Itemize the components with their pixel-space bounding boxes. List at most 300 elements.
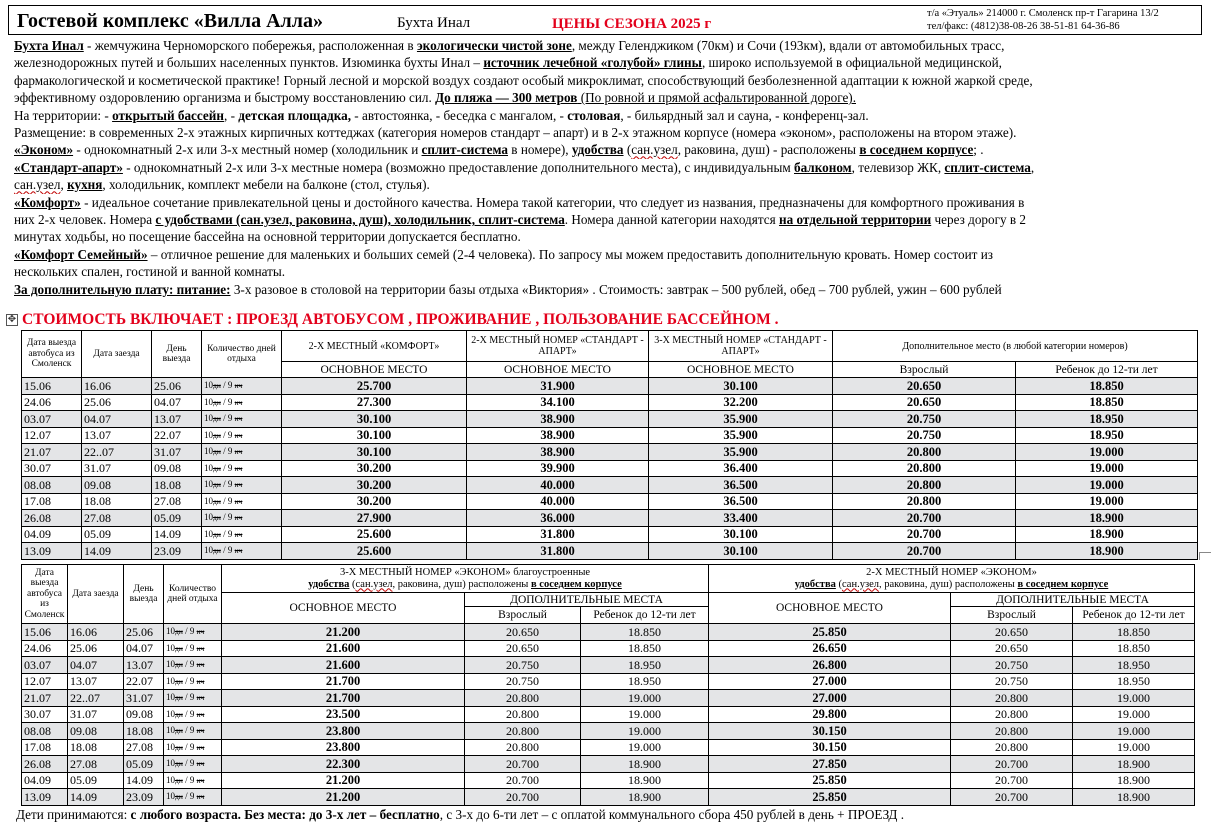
table-row	[22, 624, 1195, 641]
text: удобства	[794, 578, 836, 590]
days-unit: дн	[175, 709, 183, 719]
days-separator: / 9	[220, 396, 235, 407]
text: через дорогу в 2	[931, 212, 1027, 228]
price-cell: 40.000	[467, 477, 649, 494]
text: На территории: -	[14, 107, 113, 123]
days-count: 10	[166, 692, 175, 702]
price-cell: 33.400	[649, 510, 833, 527]
price-cell: 20.650	[465, 640, 581, 657]
days-separator: / 9	[182, 758, 197, 768]
table-row	[22, 739, 1195, 756]
price-cell: 20.750	[833, 411, 1016, 428]
date-cell: 09.08	[68, 723, 124, 740]
price-cell: 18.900	[1016, 526, 1198, 543]
date-cell: 25.06	[68, 640, 124, 657]
text: сан.узел	[631, 142, 678, 158]
price-cell: 20.800	[951, 739, 1073, 756]
days-separator: / 9	[220, 462, 235, 473]
days-separator: / 9	[220, 512, 235, 522]
date-cell: 22..07	[68, 690, 124, 707]
price-cell: 20.700	[951, 789, 1073, 806]
days-count: 10	[204, 413, 213, 423]
table-row	[22, 378, 1198, 395]
days-cell	[202, 411, 282, 428]
header-adult: Взрослый	[833, 362, 1016, 378]
price-cell: 21.700	[222, 690, 465, 707]
text: удобства	[571, 142, 624, 158]
price-cell: 30.100	[282, 411, 467, 428]
days-separator: / 9	[220, 446, 235, 456]
header-main-place: ОСНОВНОЕ МЕСТО	[222, 593, 465, 624]
nights-unit: нч	[196, 693, 205, 702]
price-cell: 40.000	[467, 493, 649, 510]
price-cell: 30.100	[649, 526, 833, 543]
text: (	[349, 578, 356, 590]
days-unit: дн	[213, 463, 221, 473]
days-unit: дн	[213, 430, 221, 440]
days-cell	[164, 706, 222, 723]
date-cell: 03.07	[22, 411, 82, 428]
date-cell: 15.06	[22, 378, 82, 395]
text: , раковина, душ) - расположены	[677, 142, 860, 158]
price-cell: 20.650	[951, 624, 1073, 641]
price-cell: 30.200	[282, 460, 467, 477]
nights-unit: нч	[234, 463, 243, 473]
nights-unit: нч	[196, 643, 205, 653]
text: ,	[1030, 159, 1035, 175]
price-cell: 19.000	[1073, 690, 1195, 707]
date-cell: 04.09	[22, 772, 68, 789]
date-cell: 04.07	[152, 394, 202, 411]
price-cell: 19.000	[581, 690, 709, 707]
date-cell: 05.09	[82, 526, 152, 543]
price-cell: 20.650	[465, 624, 581, 641]
days-count: 10	[166, 642, 175, 653]
days-count: 10	[204, 446, 213, 456]
price-cell: 20.800	[833, 444, 1016, 461]
date-cell: 31.07	[124, 690, 164, 707]
nights-unit: нч	[196, 627, 205, 636]
agency-address: т/а «Этуаль» 214000 г. Смоленск пр-т Гагарина 13/2	[927, 8, 1159, 19]
text: в соседнем корпусе	[531, 578, 622, 590]
header-days: Количество дней отдыха	[164, 565, 222, 624]
text: источник лечебной «голубой» глины	[483, 55, 702, 71]
children-policy	[16, 807, 904, 823]
header-main-place: ОСНОВНОЕ МЕСТО	[709, 593, 951, 624]
days-cell	[202, 444, 282, 461]
header-departure: Дата выезда автобуса из Смоленск	[22, 565, 68, 624]
price-cell: 25.700	[282, 378, 467, 395]
agency-phone: тел/факс: (4812)38-08-26 38-51-81 64-36-86	[927, 21, 1120, 32]
text: в соседнем корпусе	[1017, 578, 1109, 590]
table-header-row	[22, 331, 1198, 362]
date-cell: 30.07	[22, 706, 68, 723]
header-checkout: День выезда	[124, 565, 164, 624]
nights-unit: нч	[196, 759, 205, 768]
econom-amenities	[224, 579, 706, 591]
price-cell: 39.900	[467, 460, 649, 477]
header-standard-2: 2-Х МЕСТНЫЙ НОМЕР «СТАНДАРТ - АПАРТ»	[467, 331, 649, 362]
days-separator: / 9	[220, 528, 235, 539]
nights-unit: нч	[196, 676, 205, 686]
price-cell: 29.800	[709, 706, 951, 723]
text: экологически чистой зоне	[416, 38, 572, 53]
days-count: 10	[166, 774, 175, 785]
price-cell: 30.100	[649, 543, 833, 560]
date-cell: 18.08	[68, 739, 124, 756]
price-cell: 20.650	[833, 394, 1016, 411]
price-cell: 20.700	[465, 789, 581, 806]
date-cell: 22.07	[152, 427, 202, 444]
intro-text	[14, 37, 1200, 298]
text: , - бильярдный зал и сауна, - конференц-зал.	[620, 107, 869, 123]
days-cell	[202, 460, 282, 477]
price-cell: 36.500	[649, 477, 833, 494]
text: сан.узел	[14, 177, 61, 193]
price-cell: 36.000	[467, 510, 649, 527]
price-cell: 20.700	[833, 526, 1016, 543]
price-cell: 27.000	[709, 673, 951, 690]
days-cell	[202, 427, 282, 444]
price-cell: 20.650	[951, 640, 1073, 657]
days-separator: / 9	[182, 774, 197, 785]
price-cell: 38.900	[467, 427, 649, 444]
price-cell: 20.800	[951, 690, 1073, 707]
nights-unit: нч	[234, 414, 243, 423]
days-separator: / 9	[182, 692, 197, 702]
text: удобства	[308, 578, 350, 590]
price-cell: 20.700	[833, 543, 1016, 560]
date-cell: 26.08	[22, 510, 82, 527]
intro-line: фармакологической и косметической практике! Горный лесной и морской воздух создают особый микроклимат, способствующий безболезненной адаптации к южной жаркой среде,	[14, 72, 1033, 88]
header-arrival: Дата заезда	[82, 331, 152, 378]
nights-unit: нч	[234, 496, 243, 506]
price-cell: 23.800	[222, 739, 465, 756]
table-row	[22, 789, 1195, 806]
days-cell	[164, 789, 222, 806]
text: - однокомнатный 2-х или 3-х местный номер (холодильник и	[73, 142, 422, 158]
table-row	[22, 756, 1195, 773]
text: - автостоянка, - беседка с мангалом, -	[351, 107, 568, 123]
days-cell	[202, 526, 282, 543]
date-cell: 13.07	[124, 657, 164, 674]
table-row	[22, 673, 1195, 690]
days-unit: дн	[175, 627, 183, 636]
price-cell: 20.800	[951, 723, 1073, 740]
price-cell: 26.650	[709, 640, 951, 657]
price-cell: 20.800	[465, 739, 581, 756]
text: , холодильник, комплект мебели на балконе (стол, стулья).	[102, 177, 430, 193]
table-row	[22, 460, 1198, 477]
date-cell: 25.06	[124, 624, 164, 641]
page-corner-mark	[1199, 552, 1211, 560]
price-cell: 35.900	[649, 427, 833, 444]
days-separator: / 9	[182, 741, 197, 752]
text: 3-х разовое в столовой на территории базы отдыха «Виктория» . Стоимость: завтрак – 500 рублей, обед – 700 рублей, ужин – 600 рублей	[230, 281, 1002, 297]
nights-unit: нч	[234, 513, 243, 522]
text: - идеальное сочетание привлекательной цены и достойного качества. Номера такой категории, что следует из названия, предназначены для комфортного проживания в	[80, 194, 1025, 210]
date-cell: 03.07	[22, 657, 68, 674]
location-subtitle: Бухта Инал	[397, 15, 471, 31]
days-unit: дн	[175, 643, 183, 653]
intro-line: минутах ходьбы, но посещение бассейна на основной территории допускается бесплатно.	[14, 229, 521, 245]
days-unit: дн	[213, 447, 221, 456]
text: кухня	[67, 177, 103, 193]
text: открытый бассейн	[112, 107, 224, 123]
season-label: ЦЕНЫ СЕЗОНА 2025 г	[552, 16, 712, 32]
days-separator: / 9	[182, 725, 197, 735]
days-separator: / 9	[220, 413, 235, 423]
days-count: 10	[204, 380, 213, 390]
header-departure: Дата выезда автобуса из Смоленск	[22, 331, 82, 378]
days-unit: дн	[213, 381, 221, 390]
price-cell: 20.800	[465, 706, 581, 723]
date-cell: 05.09	[152, 510, 202, 527]
date-cell: 16.06	[82, 378, 152, 395]
days-count: 10	[166, 626, 175, 636]
price-cell: 25.600	[282, 526, 467, 543]
header-adult: Взрослый	[951, 607, 1073, 624]
date-cell: 18.08	[124, 723, 164, 740]
days-unit: дн	[175, 660, 183, 669]
price-cell: 31.800	[467, 543, 649, 560]
price-cell: 20.800	[833, 460, 1016, 477]
nights-unit: нч	[234, 546, 243, 555]
days-separator: / 9	[182, 642, 197, 653]
price-cell: 18.850	[1073, 640, 1195, 657]
price-cell: 20.800	[833, 477, 1016, 494]
text: , широко используемой в официальной медицинской,	[701, 55, 1002, 71]
price-cell: 18.850	[581, 624, 709, 641]
price-cell: 31.800	[467, 526, 649, 543]
table-header-row	[22, 565, 1195, 593]
header-main-place: ОСНОВНОЕ МЕСТО	[467, 362, 649, 378]
price-cell: 20.700	[465, 756, 581, 773]
price-cell: 30.200	[282, 493, 467, 510]
table-row	[22, 640, 1195, 657]
page-title: Гостевой комплекс «Вилла Алла»	[17, 10, 323, 32]
price-cell: 19.000	[1016, 460, 1198, 477]
days-unit: дн	[175, 676, 183, 686]
header-comfort: 2-Х МЕСТНЫЙ «КОМФОРТ»	[282, 331, 467, 362]
text: 2-Х МЕСТНЫЙ НОМЕР «ЭКОНОМ»	[866, 566, 1037, 578]
price-cell: 21.200	[222, 772, 465, 789]
price-cell: 20.800	[951, 706, 1073, 723]
days-separator: / 9	[220, 429, 235, 440]
nights-unit: нч	[234, 529, 243, 539]
table-row	[22, 427, 1198, 444]
date-cell: 26.08	[22, 756, 68, 773]
days-cell	[202, 394, 282, 411]
price-cell: 19.000	[581, 706, 709, 723]
price-cell: 18.850	[1016, 378, 1198, 395]
days-cell	[164, 657, 222, 674]
nights-unit: нч	[196, 742, 205, 752]
text: , раковина, душ) расположены	[879, 578, 1018, 590]
nights-unit: нч	[196, 792, 205, 801]
table-row	[22, 706, 1195, 723]
price-cell: 18.900	[1016, 510, 1198, 527]
date-cell: 12.07	[22, 427, 82, 444]
days-cell	[164, 756, 222, 773]
table-row	[22, 526, 1198, 543]
text: (	[623, 142, 632, 158]
date-cell: 13.09	[22, 789, 68, 806]
days-count: 10	[204, 396, 213, 407]
days-separator: / 9	[182, 675, 197, 686]
text: сан.узел	[355, 578, 393, 590]
intro-line	[14, 37, 1200, 54]
days-unit: дн	[213, 397, 221, 407]
text: них 2-х человек. Номера	[14, 212, 156, 228]
nights-unit: нч	[196, 775, 205, 785]
accommodation-line: Размещение: в современных 2-х этажных кирпичных коттеджах (категория номеров стандарт – апарт) и в 2-х этажном корпусе (номера «эконом», расположены на втором этаже).	[14, 125, 1017, 141]
date-cell: 09.08	[82, 477, 152, 494]
days-unit: дн	[175, 792, 183, 801]
text: За дополнительную плату: питание:	[14, 281, 231, 297]
price-table-main	[21, 330, 1198, 560]
date-cell: 13.09	[22, 543, 82, 560]
amenities-line	[14, 107, 1200, 124]
days-unit: дн	[213, 480, 221, 489]
date-cell: 04.07	[124, 640, 164, 657]
nights-unit: нч	[196, 726, 205, 735]
text: - однокомнатный 2-х или 3-х местные номера (возможно предоставление дополнительного места), с индивидуальным	[122, 159, 794, 175]
intro-line	[14, 176, 1200, 193]
days-cell	[202, 493, 282, 510]
price-cell: 18.950	[1016, 427, 1198, 444]
price-cell: 20.800	[465, 690, 581, 707]
days-unit: дн	[175, 759, 183, 768]
text: железнодорожных путей и больших населенных пунктов. Изюминка бухты Инал –	[14, 55, 484, 71]
price-cell: 20.750	[951, 673, 1073, 690]
text: в номере),	[508, 142, 572, 158]
nights-unit: нч	[234, 381, 243, 390]
price-cell: 19.000	[1073, 706, 1195, 723]
price-cell: 22.300	[222, 756, 465, 773]
days-cell	[164, 772, 222, 789]
date-cell: 18.08	[152, 477, 202, 494]
price-cell: 30.100	[649, 378, 833, 395]
date-cell: 14.09	[68, 789, 124, 806]
date-cell: 04.07	[68, 657, 124, 674]
table-row	[22, 657, 1195, 674]
price-cell: 18.900	[1073, 756, 1195, 773]
text: , между Геленджиком (70км) и Сочи (193км), вдали от автомобильных трасс,	[571, 38, 1005, 53]
move-handle-icon[interactable]: ✥	[7, 314, 17, 325]
header-child: Ребенок до 12-ти лет	[581, 607, 709, 624]
days-count: 10	[204, 495, 213, 506]
price-cell: 19.000	[1073, 723, 1195, 740]
text: «Стандарт-апарт»	[14, 159, 123, 175]
price-cell: 20.700	[951, 772, 1073, 789]
text: ; .	[973, 142, 984, 158]
price-cell: 30.100	[282, 427, 467, 444]
price-cell: 18.900	[581, 772, 709, 789]
price-cell: 18.950	[581, 673, 709, 690]
price-cell: 21.200	[222, 624, 465, 641]
text: сплит-система	[944, 159, 1031, 175]
date-cell: 15.06	[22, 624, 68, 641]
date-cell: 17.08	[22, 739, 68, 756]
date-cell: 13.07	[152, 411, 202, 428]
price-cell: 20.800	[833, 493, 1016, 510]
days-separator: / 9	[220, 380, 235, 390]
table-row	[22, 444, 1198, 461]
price-cell: 30.150	[709, 739, 951, 756]
date-cell: 08.08	[22, 723, 68, 740]
price-cell: 18.950	[581, 657, 709, 674]
price-cell: 25.850	[709, 624, 951, 641]
price-cell: 27.000	[709, 690, 951, 707]
date-cell: 27.08	[152, 493, 202, 510]
days-cell	[202, 510, 282, 527]
date-cell: 14.09	[124, 772, 164, 789]
date-cell: 08.08	[22, 477, 82, 494]
text: - жемчужина Черноморского побережья, расположенная в	[83, 38, 417, 53]
table-row	[22, 543, 1198, 560]
days-cell	[202, 477, 282, 494]
meals-line	[14, 281, 1200, 298]
nights-unit: нч	[234, 430, 243, 440]
date-cell: 05.09	[68, 772, 124, 789]
price-cell: 21.600	[222, 640, 465, 657]
days-unit: дн	[213, 414, 221, 423]
table-row	[22, 772, 1195, 789]
beach-distance: До пляжа — 300 метров	[435, 90, 578, 106]
days-unit: дн	[175, 726, 183, 735]
days-separator: / 9	[220, 495, 235, 506]
bay-name: Бухта Инал	[14, 38, 84, 53]
price-cell: 21.200	[222, 789, 465, 806]
date-cell: 31.07	[152, 444, 202, 461]
document-header	[8, 5, 1202, 35]
date-cell: 24.06	[22, 640, 68, 657]
date-cell: 17.08	[22, 493, 82, 510]
econom-amenities	[711, 579, 1192, 591]
days-separator: / 9	[182, 626, 197, 636]
date-cell: 23.09	[152, 543, 202, 560]
text: , с 3-х до 6-ти лет – с оплатой коммунального сбора 450 рублей в день + ПРОЕЗД .	[439, 807, 905, 822]
price-table-econom-body	[22, 624, 1195, 806]
days-count: 10	[204, 512, 213, 522]
table-row	[22, 690, 1195, 707]
days-count: 10	[204, 479, 213, 489]
nights-unit: нч	[234, 397, 243, 407]
text: «Эконом»	[14, 142, 74, 158]
price-cell: 34.100	[467, 394, 649, 411]
price-cell: 32.200	[649, 394, 833, 411]
cost-heading-text: СТОИМОСТЬ ВКЛЮЧАЕТ : ПРОЕЗД АВТОБУСОМ , ПРОЖИВАНИЕ , ПОЛЬЗОВАНИЕ БАССЕЙНОМ .	[22, 311, 779, 328]
header-child: Ребенок до 12-ти лет	[1016, 362, 1198, 378]
date-cell: 13.07	[82, 427, 152, 444]
price-cell: 18.900	[1016, 543, 1198, 560]
text: сан.узел	[842, 578, 879, 590]
header-main-place: ОСНОВНОЕ МЕСТО	[282, 362, 467, 378]
nights-unit: нч	[196, 709, 205, 719]
text: 3-Х МЕСТНЫЙ НОМЕР «ЭКОНОМ» благоустроенные	[339, 566, 591, 578]
date-cell: 12.07	[22, 673, 68, 690]
text: с любого возраста. Без места: до 3-х лет – бесплатно	[130, 807, 440, 822]
price-cell: 36.500	[649, 493, 833, 510]
date-cell: 30.07	[22, 460, 82, 477]
price-cell: 20.700	[833, 510, 1016, 527]
header-child: Ребенок до 12-ти лет	[1073, 607, 1195, 624]
price-cell: 20.700	[951, 756, 1073, 773]
date-cell: 04.09	[22, 526, 82, 543]
days-cell	[164, 723, 222, 740]
date-cell: 25.06	[82, 394, 152, 411]
